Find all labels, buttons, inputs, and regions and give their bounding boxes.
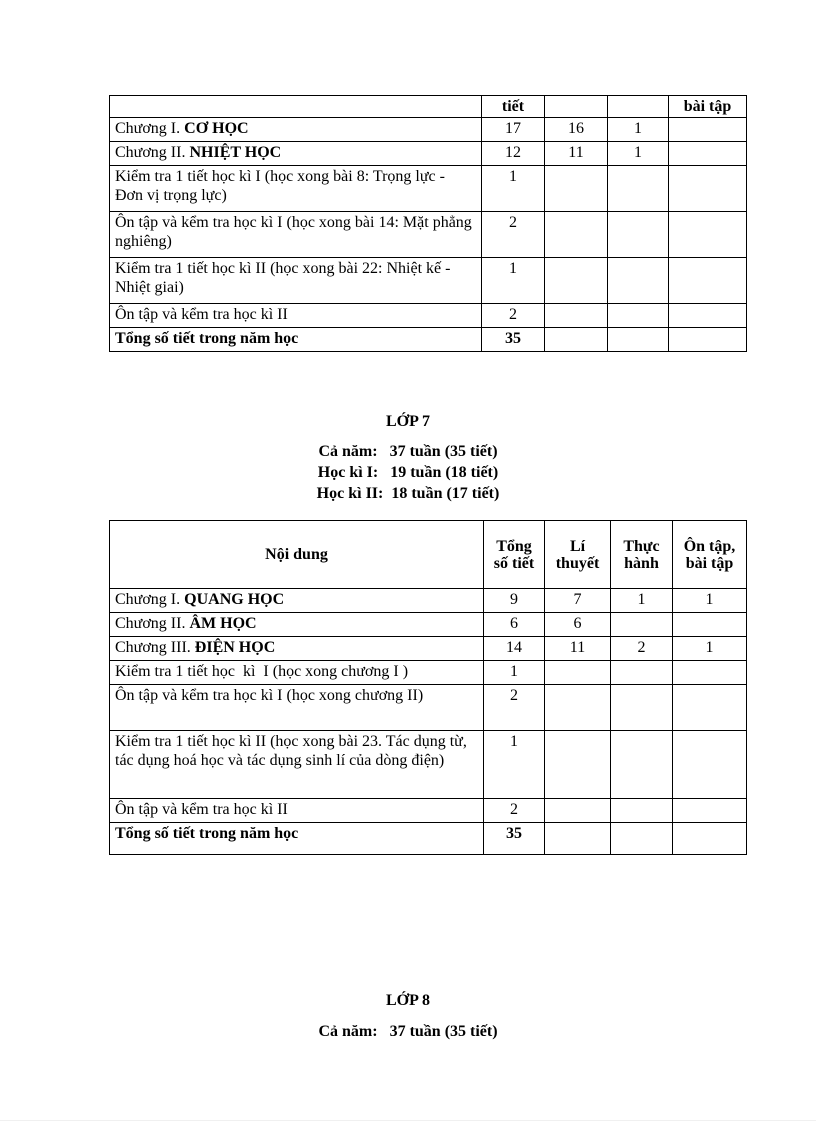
content-cell: Ôn tập và kểm tra học kì I (học xong chương II) [110,685,484,731]
lop7-line-year: Cả năm: 37 tuần (35 tiết) [318,443,498,460]
practice-cell [608,328,669,352]
total-cell: 17 [482,118,545,142]
practice-cell [611,731,673,799]
total-label: Tổng số tiết trong năm học [110,328,482,352]
practice-cell [608,304,669,328]
table-row [110,799,747,823]
theory-cell [545,328,608,352]
table-row [110,142,747,166]
content-cell: Ôn tập và kểm tra học kì I (học xong bài 14: Mặt phẳng nghiêng) [110,212,482,258]
total-cell: 2 [484,799,545,823]
header-th: Thực hành [611,521,673,589]
theory-cell [545,304,608,328]
header-cell: bài tập [669,96,747,118]
review-cell [673,661,747,685]
table-row [110,661,747,685]
theory-cell [545,166,608,212]
table-row [110,212,747,258]
header-cell: tiết [482,96,545,118]
content-cell: Chương III. ĐIỆN HỌC [110,637,484,661]
table-header-row [110,96,747,118]
header-li: Lí thuyết [545,521,611,589]
review-cell [669,142,747,166]
theory-cell: 16 [545,118,608,142]
total-cell: 9 [484,589,545,613]
review-cell [669,304,747,328]
review-cell [669,328,747,352]
content-cell: Ôn tập và kểm tra học kì II [110,799,484,823]
total-row [110,328,747,352]
table-row [110,589,747,613]
total-cell: 2 [484,685,545,731]
content-cell: Ôn tập và kểm tra học kì II [110,304,482,328]
content-cell: Kiểm tra 1 tiết học kì II (học xong bài 23. Tác dụng từ, tác dụng hoá học và tác dụng sinh lí của dòng điện) [110,731,484,799]
practice-cell [611,661,673,685]
theory-cell: 7 [545,589,611,613]
content-cell: Chương I. CƠ HỌC [110,118,482,142]
review-cell: 1 [673,637,747,661]
theory-cell: 6 [545,613,611,637]
review-cell [673,823,747,855]
review-cell: 1 [673,589,747,613]
theory-cell [545,823,611,855]
theory-cell [545,661,611,685]
total-cell: 1 [482,258,545,304]
practice-cell [611,823,673,855]
total-label: Tổng số tiết trong năm học [110,823,484,855]
content-cell: Chương II. ÂM HỌC [110,613,484,637]
practice-cell: 1 [608,142,669,166]
practice-cell: 1 [608,118,669,142]
total-value: 35 [482,328,545,352]
total-row [110,823,747,855]
table-row [110,685,747,731]
lop7-title: LỚP 7 [385,413,430,430]
practice-cell [608,166,669,212]
table-row [110,166,747,212]
header-tong: Tổng số tiết [484,521,545,589]
content-cell: Kiểm tra 1 tiết học kì I (học xong bài 8: Trọng lực - Đơn vị trọng lực) [110,166,482,212]
theory-cell [545,212,608,258]
review-cell [673,685,747,731]
practice-cell: 2 [611,637,673,661]
review-cell [673,799,747,823]
total-cell: 2 [482,212,545,258]
theory-cell: 11 [545,142,608,166]
table-lop7 [109,520,747,855]
review-cell [669,166,747,212]
table-row [110,118,747,142]
practice-cell [611,613,673,637]
total-cell: 1 [484,661,545,685]
lop7-line-term1: Học kì I: 19 tuần (18 tiết) [317,464,499,481]
table-header-row [110,521,747,589]
practice-cell [611,799,673,823]
header-cell [608,96,669,118]
total-cell: 14 [484,637,545,661]
review-cell [669,258,747,304]
table-row [110,731,747,799]
content-cell: Kiểm tra 1 tiết học kì II (học xong bài 22: Nhiệt kế - Nhiệt giai) [110,258,482,304]
theory-cell [545,685,611,731]
header-cell [110,96,482,118]
practice-cell [608,212,669,258]
theory-cell [545,731,611,799]
header-cell [545,96,608,118]
total-value: 35 [484,823,545,855]
table-row [110,637,747,661]
review-cell [669,118,747,142]
total-cell: 1 [484,731,545,799]
lop8-title: LỚP 8 [385,992,430,1009]
total-cell: 12 [482,142,545,166]
header-noidung: Nội dung [110,521,484,589]
lop8-line-year: Cả năm: 37 tuần (35 tiết) [318,1023,498,1040]
theory-cell [545,258,608,304]
practice-cell: 1 [611,589,673,613]
total-cell: 2 [482,304,545,328]
review-cell [673,613,747,637]
content-cell: Chương II. NHIỆT HỌC [110,142,482,166]
content-cell: Kiểm tra 1 tiết học kì I (học xong chương I ) [110,661,484,685]
total-cell: 6 [484,613,545,637]
theory-cell [545,799,611,823]
table-row [110,304,747,328]
theory-cell: 11 [545,637,611,661]
lop7-line-term2: Học kì II: 18 tuần (17 tiết) [316,485,500,502]
table-row [110,613,747,637]
content-cell: Chương I. QUANG HỌC [110,589,484,613]
review-cell [669,212,747,258]
header-on: Ôn tập, bài tập [673,521,747,589]
practice-cell [608,258,669,304]
review-cell [673,731,747,799]
page-bottom-divider [0,1120,816,1121]
table-lop6 [109,95,747,352]
total-cell: 1 [482,166,545,212]
practice-cell [611,685,673,731]
table-row [110,258,747,304]
